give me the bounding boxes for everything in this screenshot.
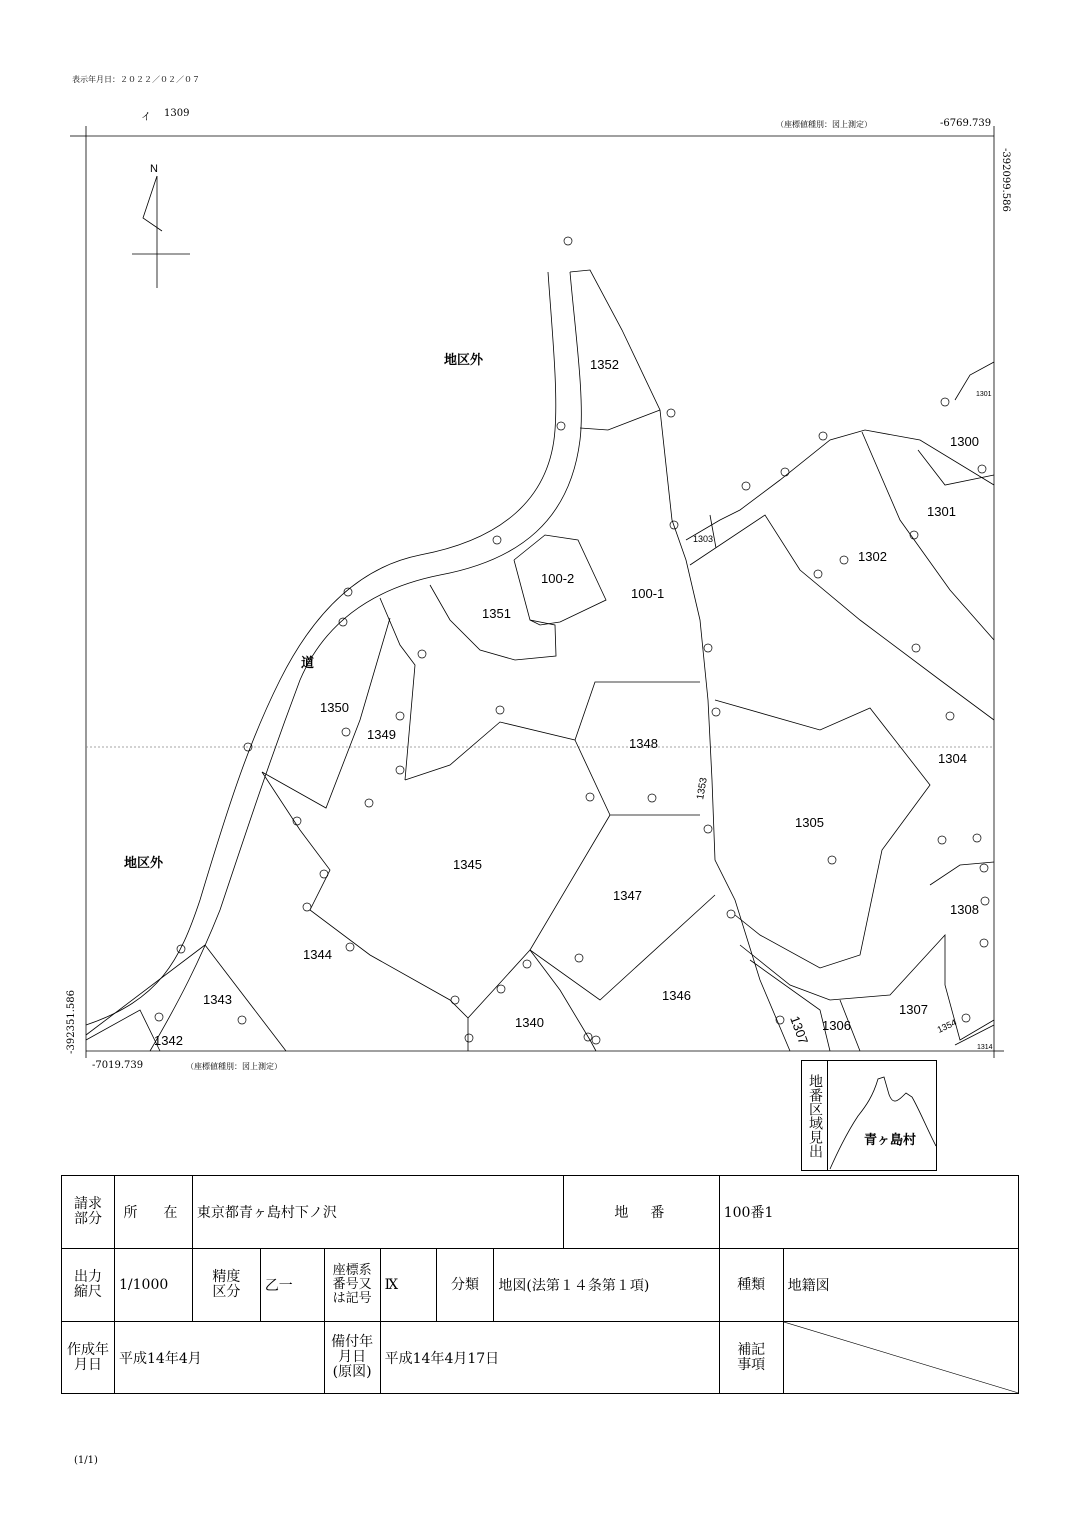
location-value: 東京都青ヶ島村下ノ沢 — [192, 1176, 563, 1249]
claim-label: 請求部分 — [62, 1176, 115, 1249]
parcel-1314: 1314 — [977, 1044, 993, 1051]
parcel-1306: 1306 — [822, 1018, 851, 1033]
location-label: 所 在 — [115, 1176, 193, 1249]
precision-label: 精度区分 — [192, 1249, 260, 1322]
parcel-1347: 1347 — [613, 888, 642, 903]
parcel-1350: 1350 — [320, 700, 349, 715]
lot-value: 100番1 — [719, 1176, 1018, 1249]
kind-value: 地籍図 — [783, 1249, 1018, 1322]
parcel-1349: 1349 — [367, 727, 396, 742]
area-label-outside-1: 地区外 — [444, 352, 484, 367]
island-outline — [828, 1061, 936, 1170]
parcel-1340: 1340 — [515, 1015, 544, 1030]
coord-x-bottom: -7019.739 — [92, 1060, 144, 1071]
attached-label: 備付年月日(原図) — [324, 1322, 380, 1394]
top-left-ref: 1309 — [164, 108, 190, 119]
precision-value: 乙一 — [260, 1249, 324, 1322]
parcel-1304: 1304 — [938, 751, 967, 766]
parcel-1301: 1301 — [927, 504, 956, 519]
coord-sys-value: Ⅸ — [380, 1249, 436, 1322]
display-date: 表示年月日：２０２２／０２／０７ — [72, 75, 200, 84]
made-value: 平成14年4月 — [115, 1322, 325, 1394]
coord-x-top: -6769.739 — [940, 118, 992, 129]
notes-value — [783, 1322, 1018, 1394]
parcel-1305: 1305 — [795, 815, 824, 830]
parcel-1344: 1344 — [303, 947, 332, 962]
class-label: 分類 — [436, 1249, 494, 1322]
parcel-100-1: 100-1 — [631, 586, 665, 601]
notes-diagonal — [784, 1322, 1018, 1393]
parcel-1307-rotated: 1307 — [787, 1013, 812, 1047]
index-title: 地番区域見出 — [807, 1073, 823, 1158]
kind-label: 種類 — [719, 1249, 783, 1322]
coord-sys-label: 座標系番号又は記号 — [324, 1249, 380, 1322]
parcel-1342: 1342 — [154, 1033, 183, 1048]
scale-label: 出力縮尺 — [62, 1249, 115, 1322]
index-village: 青ヶ島村 — [864, 1133, 917, 1148]
parcel-1303: 1303 — [693, 534, 714, 544]
parcel-1300: 1300 — [950, 434, 979, 449]
parcel-1307: 1307 — [899, 1002, 928, 1017]
parcel-100-2: 100-2 — [541, 571, 575, 586]
lot-label: 地 番 — [564, 1176, 720, 1249]
index-inset — [801, 1060, 937, 1171]
parcel-1302: 1302 — [858, 549, 887, 564]
north-label: N — [150, 163, 158, 175]
parcel-1346: 1346 — [662, 988, 691, 1003]
made-label: 作成年月日 — [62, 1322, 115, 1394]
class-value: 地図(法第１４条第１項) — [494, 1249, 719, 1322]
parcel-1345: 1345 — [453, 857, 482, 872]
top-left-mark: イ — [141, 112, 151, 123]
coord-y-left: -392351.586 — [66, 990, 77, 1054]
parcel-1343: 1343 — [203, 992, 232, 1007]
attached-value: 平成14年4月17日 — [380, 1322, 719, 1394]
page-number: (1/1) — [74, 1455, 98, 1466]
area-label-outside-2: 地区外 — [124, 855, 164, 870]
parcel-1348: 1348 — [629, 736, 658, 751]
parcel-1351: 1351 — [482, 606, 511, 621]
coord-y-right: -392099.586 — [1000, 148, 1011, 212]
coord-type-bottom: （座標値種別：図上測定） — [186, 1062, 282, 1071]
parcel-1308: 1308 — [950, 902, 979, 917]
notes-label: 補記事項 — [719, 1322, 783, 1394]
parcel-1352: 1352 — [590, 357, 619, 372]
area-label-road: 道 — [301, 655, 315, 670]
coord-type-top: （座標値種別：図上測定） — [776, 120, 872, 129]
info-table — [61, 1175, 1019, 1394]
parcel-1353: 1353 — [695, 776, 710, 801]
parcel-1354: 1354 — [935, 1017, 958, 1035]
scale-value: 1/1000 — [115, 1249, 193, 1322]
parcel-1301-small: 1301 — [976, 391, 992, 398]
